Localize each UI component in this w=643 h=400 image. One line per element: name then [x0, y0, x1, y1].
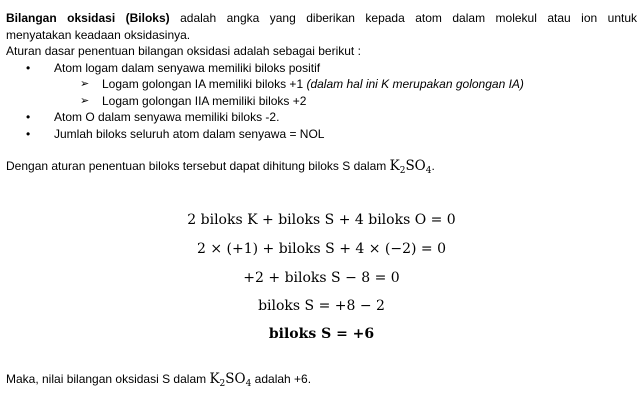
calc-intro: Dengan aturan penentuan biloks tersebut dapat dihitung biloks S dalam $K_2SO_4$. — [6, 158, 435, 176]
rule-group-ia-text: Logam golongan IA memiliki biloks +1 — [102, 77, 307, 91]
equation-1: 2 biloks K + biloks S + 4 biloks O = 0 — [187, 212, 456, 228]
equation-4: biloks S = +8 − 2 — [258, 298, 385, 314]
intro-line-1 — [6, 10, 637, 27]
calc-intro-text: Dengan aturan penentuan biloks tersebut dapat dihitung biloks S dalam — [6, 159, 390, 173]
equation-3: +2 + biloks S − 8 = 0 — [243, 270, 400, 286]
equation-2: 2 × (+1) + biloks S + 4 × (−2) = 0 — [196, 241, 447, 257]
conclusion: Maka, nilai bilangan oksidasi S dalam $K_2SO_4$ adalah +6. — [6, 371, 312, 389]
intro-line-3: Aturan dasar penentuan bilangan oksidasi adalah sebagai berikut : — [6, 44, 361, 58]
formula-k2so4-conclusion: $K_2SO_4$ — [209, 371, 252, 389]
document-body — [6, 10, 637, 180]
formula-k2so4: $K_2SO_4$ — [389, 158, 432, 176]
rule-sum-zero: • Jumlah biloks seluruh atom dalam senyawa = NOL — [6, 126, 637, 143]
rule-oxygen: • Atom O dalam senyawa memiliki biloks -2. — [6, 109, 637, 126]
term-biloks: Bilangan oksidasi (Biloks) — [6, 11, 170, 25]
rule-group-ia — [6, 76, 637, 93]
equation-result: biloks S = +6 — [268, 326, 375, 342]
intro-line-2: menyatakan keadaan oksidasinya. — [6, 27, 191, 42]
conclusion-block — [6, 371, 637, 393]
intro-definition: adalah angka yang diberikan kepada atom dalam molekul atau ion untuk — [169, 11, 637, 25]
rule-metal-positive: • Atom logam dalam senyawa memiliki biloks positif — [6, 60, 637, 77]
rule-group-ia-note: (dalam hal ini K merupakan golongan IA) — [306, 77, 524, 91]
conclusion-text: Maka, nilai bilangan oksidasi S dalam — [6, 372, 210, 386]
rule-group-iia: ➢ Logam golongan IIA memiliki biloks +2 — [6, 93, 637, 110]
